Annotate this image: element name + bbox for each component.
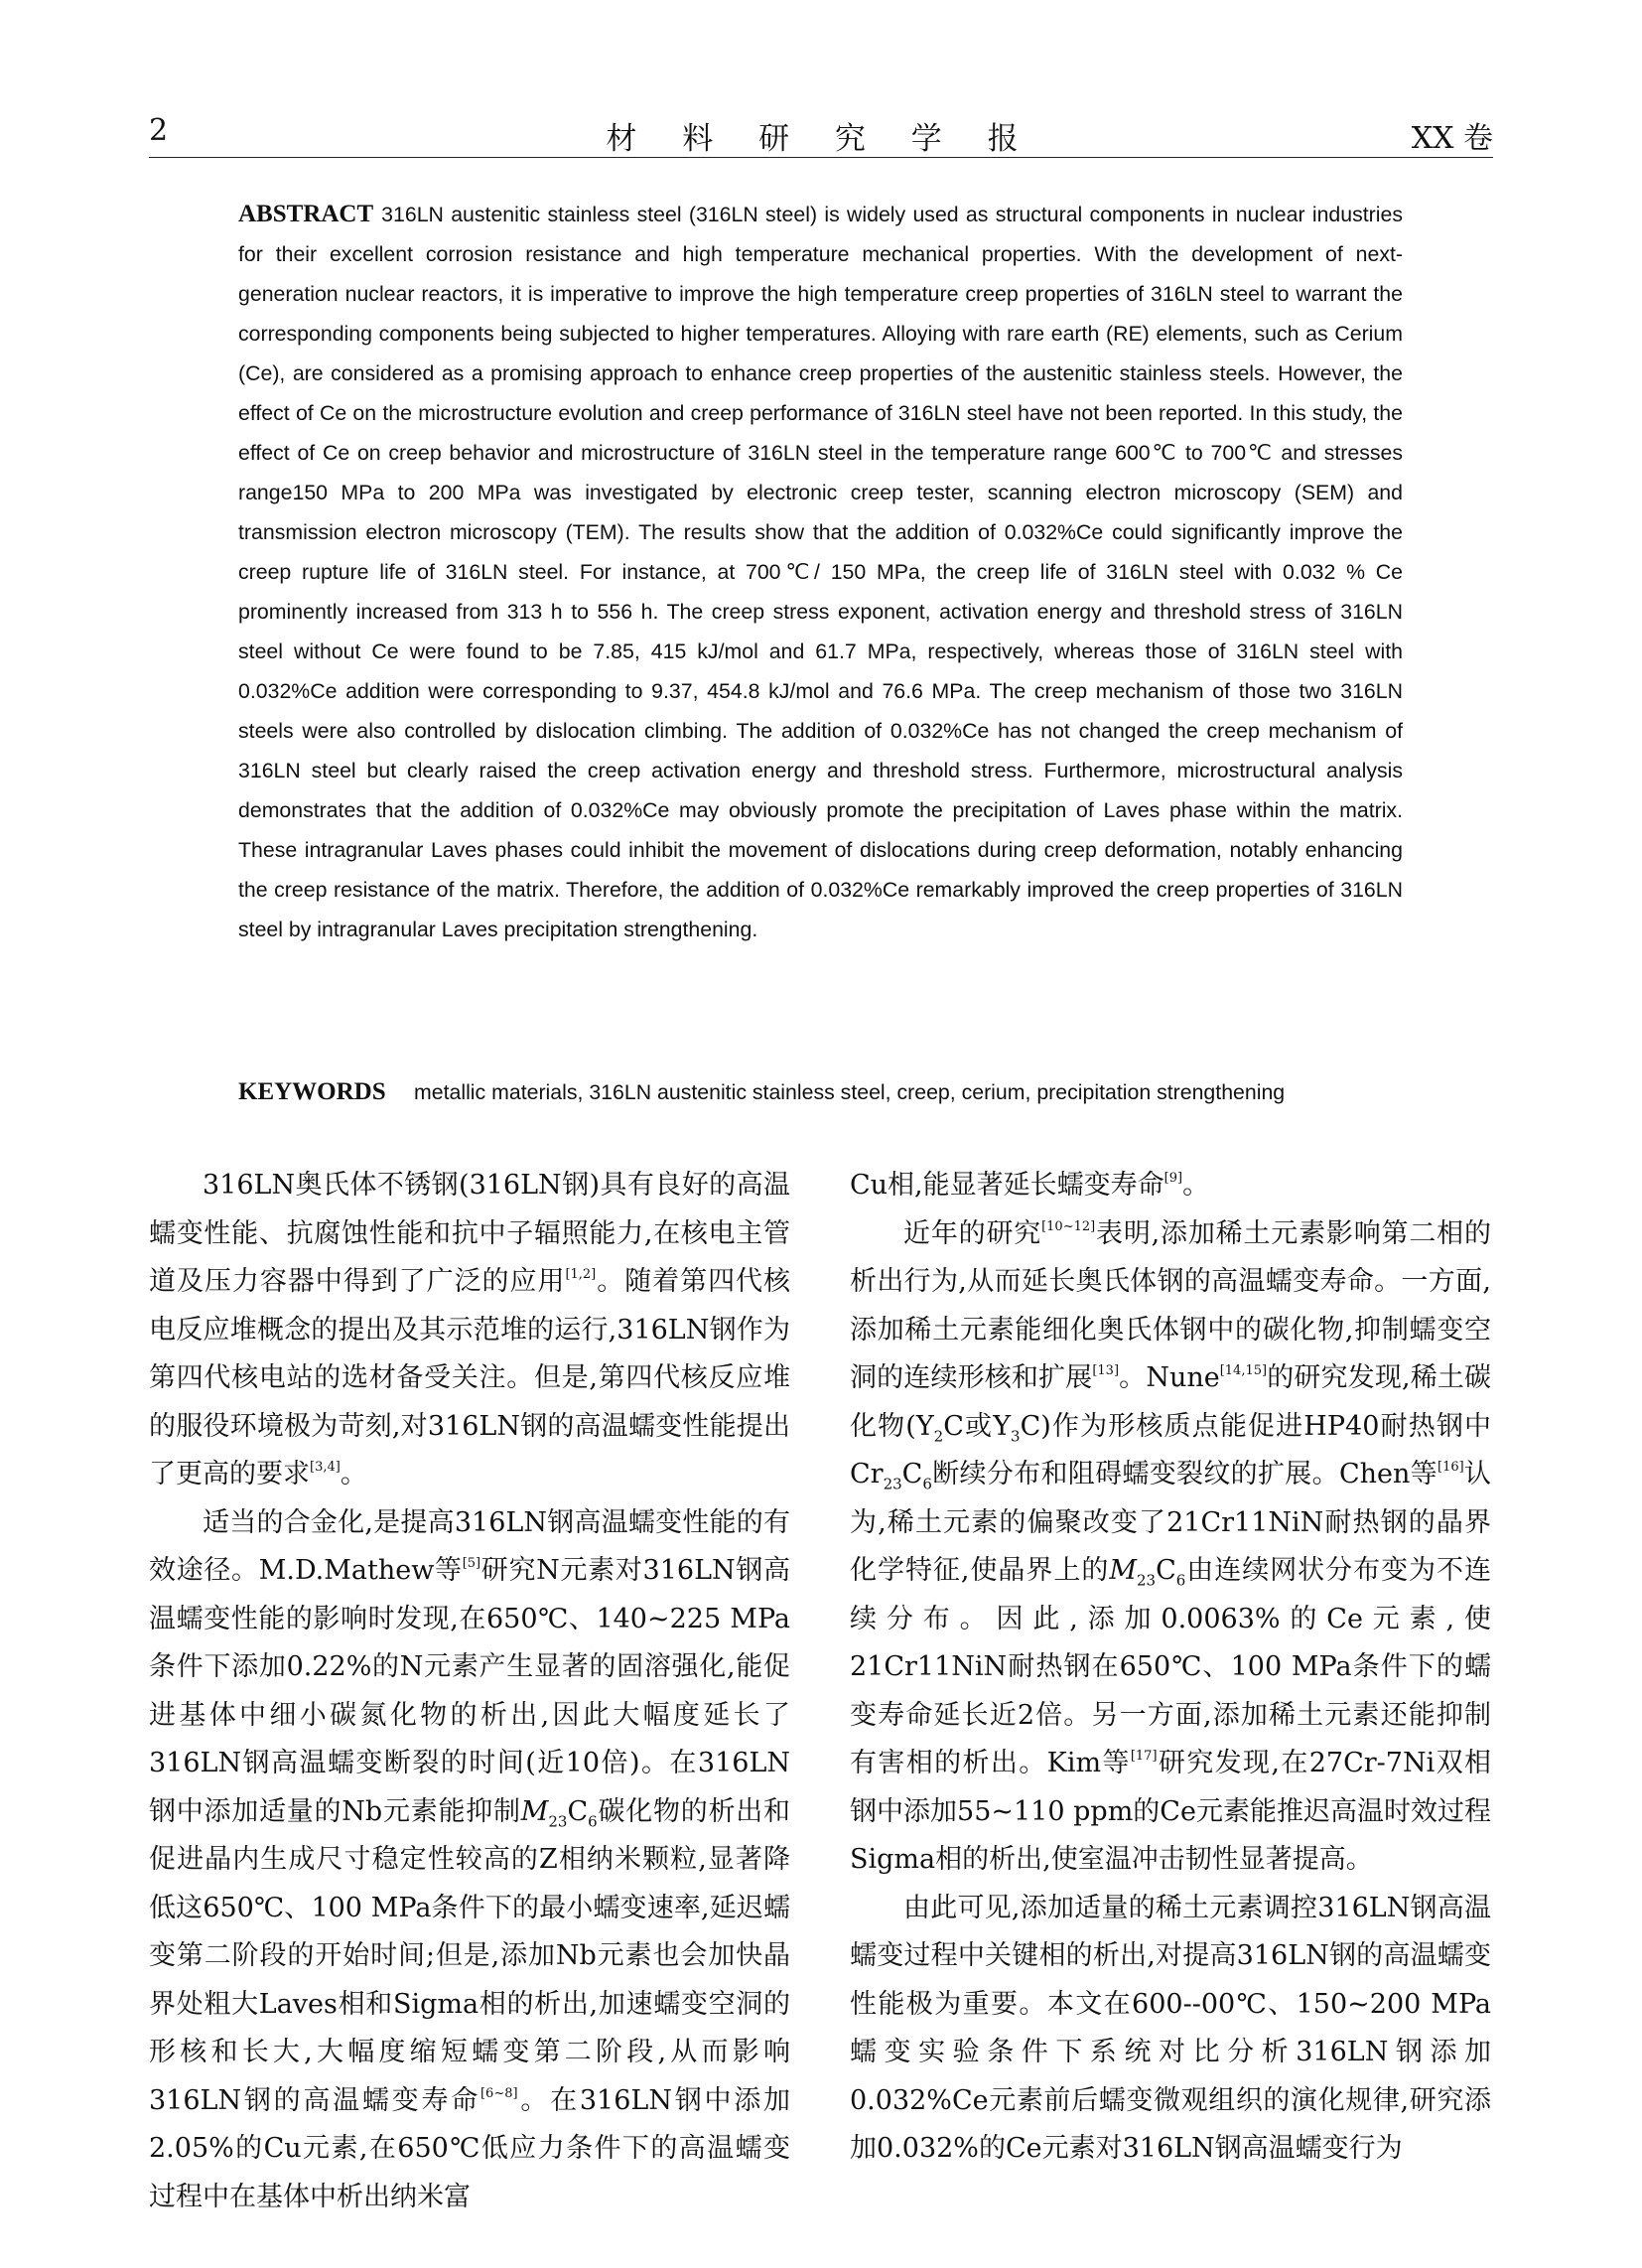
paragraph: 由此可见,添加适量的稀土元素调控316LN钢高温蠕变过程中关键相的析出,对提高316LN钢的高温蠕变性能极为重要。本文在600--00℃、150~200 MPa蠕变实验条件下系统对比分析316LN钢添加0.032%Ce元素前后蠕变微观组织的演化规律,研究添加0.032%的Ce元素对316LN钢高温蠕变行为 — [850, 1892, 1491, 2164]
volume-label: XX 卷 — [1411, 121, 1493, 156]
text-run: C或Y — [943, 1410, 1012, 1442]
subscript: 3 — [1011, 1426, 1021, 1445]
subscript: 6 — [588, 1811, 598, 1830]
keywords-block — [238, 1075, 1403, 1109]
paragraph — [850, 1162, 1491, 1210]
journal-name: 材 料 研 究 学 报 — [606, 121, 1036, 157]
text-run: C — [1156, 1555, 1176, 1586]
subscript: 23 — [883, 1475, 902, 1493]
body-column-right — [850, 1162, 1491, 2174]
keywords-label: KEYWORDS — [238, 1078, 386, 1105]
text-run: 研究N元素对316LN钢高温蠕变性能的影响时发现,在650℃、140~225 MPa条件下添加0.22%的N元素产生显著的固溶强化,能促进基体中细小碳氮化物的析出,因此大幅度延长了316LN钢高温蠕变断裂的时间(近10倍)。在316LN钢中添加适量的Nb元素能抑制 — [149, 1555, 790, 1827]
math-symbol: M — [1109, 1555, 1137, 1586]
running-header — [149, 105, 1493, 155]
abstract-text: 316LN austenitic stainless steel (316LN steel) is widely used as structural components in nuclear industries for their excellent corrosion resistance and high temperature mechanical properties. With the development of next-generation nuclear reactors, it is imperative to improve the high temperature creep properties of 316LN steel to warrant the corresponding components being subjected to higher temperatures. Alloying with rare earth (RE) elements, such as Cerium (Ce), are considered as a promising approach to enhance creep properties of the austenitic stainless steels. However, the effect of Ce on the microstructure evolution and creep performance of 316LN steel have not been reported. In this study, the effect of Ce on creep behavior and microstructure of 316LN steel in the temperature range 600℃ to 700℃ and stresses range150 MPa to 200 MPa was investigated by electronic creep tester, scanning electron microscopy (SEM) and transmission electron microscopy (TEM). The results show that the addition of 0.032%Ce could significantly improve the creep rupture life of 316LN steel. For instance, at 700℃/ 150 MPa, the creep life of 316LN steel with 0.032 % Ce prominently increased from 313 h to 556 h. The creep stress exponent, activation energy and threshold stress of 316LN steel without Ce were found to be 7.85, 415 kJ/mol and 61.7 MPa, respectively, whereas those of 316LN steel with 0.032%Ce addition were corresponding to 9.37, 454.8 kJ/mol and 76.6 MPa. The creep mechanism of those two 316LN steels were also controlled by dislocation climbing. The addition of 0.032%Ce has not changed the creep mechanism of 316LN steel but clearly raised the creep activation energy and threshold stress. Furthermore, microstructural analysis demonstrates that the addition of 0.032%Ce may obviously promote the precipitation of Laves phase within the matrix. These intragranular Laves phases could inhibit the movement of dislocations during creep deformation, notably enhancing the creep resistance of the matrix. Therefore, the addition of 0.032%Ce remarkably improved the creep properties of 316LN steel by intragranular Laves precipitation strengthening. — [238, 203, 1403, 941]
header-divider — [149, 157, 1493, 158]
text-run: 断续分布和阻碍蠕变裂纹的扩展。Chen等 — [931, 1459, 1437, 1489]
text-run: 近年的研究 — [903, 1217, 1042, 1249]
citation-ref: [9] — [1163, 1171, 1183, 1186]
citation-ref: [1,2] — [565, 1267, 597, 1282]
text-run: C — [567, 1795, 589, 1827]
abstract-label: ABSTRACT — [238, 201, 374, 227]
text-run: 认为,稀土元素的偏聚改变了21Cr11NiN耐热钢的晶界化学特征,使晶界上的 — [850, 1459, 1492, 1586]
paragraph — [149, 1162, 790, 1499]
keywords-text: metallic materials, 316LN austenitic stainless steel, creep, cerium, precipitation strengthening — [414, 1080, 1286, 1104]
citation-ref: [3,4] — [310, 1460, 341, 1475]
text-run: 表明,添加稀土元素影响第二相的析出行为,从而延长奥氏体钢的高温蠕变寿命。一方面,添加稀土元素能细化奥氏体钢中的碳化物,抑制蠕变空洞的连续形核和扩展 — [850, 1217, 1491, 1393]
citation-ref: [14,15] — [1219, 1363, 1268, 1378]
text-run: 研究发现,在27Cr-7Ni双相钢中添加55~110 ppm的Ce元素能推迟高温时效过程Sigma相的析出,使室温冲击韧性显著提高。 — [850, 1748, 1491, 1875]
citation-ref: [17] — [1130, 1749, 1158, 1764]
paragraph — [149, 1499, 790, 2222]
text-run: 由连续网状分布变为不连续分布。因此,添加0.0063%的Ce元素,使21Cr11NiN耐热钢在650℃、100 MPa条件下的蠕变寿命延长近2倍。另一方面,添加稀土元素还能抑制有害相的析出。Kim等 — [850, 1555, 1492, 1778]
text-run: C — [901, 1459, 923, 1489]
subscript: 23 — [1136, 1571, 1157, 1590]
subscript: 6 — [1175, 1571, 1186, 1590]
text-run: 。Nune — [1119, 1362, 1220, 1393]
subscript: 23 — [548, 1811, 568, 1830]
abstract-block — [238, 195, 1403, 949]
text-run: 适当的合金化,是提高316LN钢高温蠕变性能的有效途径。M.D.Mathew等 — [149, 1506, 790, 1586]
citation-ref: [10~12] — [1041, 1218, 1096, 1234]
citation-ref: [6~8] — [479, 2085, 518, 2101]
text-run: 的研究发现,稀土碳化物(Y — [850, 1362, 1492, 1442]
paragraph — [850, 1210, 1491, 1885]
citation-ref: [5] — [462, 1556, 481, 1571]
text-run: C)作为形核质点能促进HP40耐热钢中Cr — [850, 1410, 1491, 1489]
text-run: 。 — [1182, 1170, 1210, 1201]
body-column-left — [149, 1162, 790, 2221]
subscript: 2 — [933, 1426, 944, 1445]
page-number: 2 — [149, 113, 169, 148]
text-run: 316LN奥氏体不锈钢(316LN钢)具有良好的高温蠕变性能、抗腐蚀性能和抗中子辐照能力,在核电主管道及压力容器中得到了广泛的应用 — [149, 1170, 790, 1297]
text-run: 。在316LN钢中添加2.05%的Cu元素,在650℃低应力条件下的高温蠕变过程中在基体中析出纳米富 — [149, 2084, 791, 2212]
text-run: 。随着第四代核电反应堆概念的提出及其示范堆的运行,316LN钢作为第四代核电站的选材备受关注。但是,第四代核反应堆的服役环境极为苛刻,对316LN钢的高温蠕变性能提出了更高的要求 — [149, 1266, 791, 1489]
text-run: 。 — [340, 1459, 367, 1489]
text-run: Cu相,能显著延长蠕变寿命 — [850, 1170, 1164, 1201]
citation-ref: [16] — [1437, 1460, 1464, 1475]
citation-ref: [13] — [1092, 1363, 1120, 1378]
text-run: 碳化物的析出和促进晶内生成尺寸稳定性较高的Z相纳米颗粒,显著降低这650℃、100 MPa条件下的最小蠕变速率,延迟蠕变第二阶段的开始时间;但是,添加Nb元素也会加快晶界处粗大Laves相和Sigma相的析出,加速蠕变空洞的形核和长大,大幅度缩短蠕变第二阶段,从而影响316LN钢的高温蠕变寿命 — [149, 1795, 790, 2116]
subscript: 6 — [922, 1475, 932, 1493]
math-symbol: M — [520, 1795, 549, 1827]
